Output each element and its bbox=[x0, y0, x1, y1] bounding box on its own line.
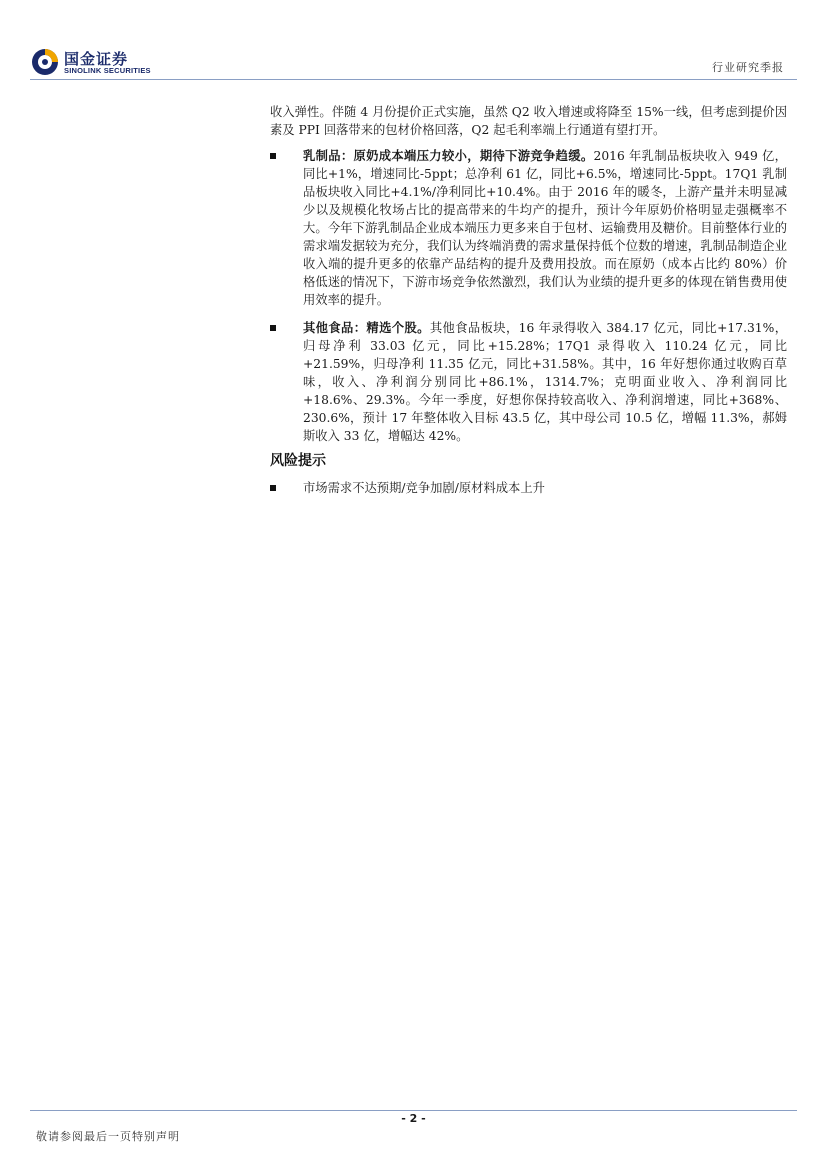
bullet-item-dairy bbox=[270, 147, 787, 309]
risk-section-title: 风险提示 bbox=[270, 453, 326, 469]
bullet-lead: 其他食品：精选个股。 bbox=[303, 320, 430, 335]
logo-chinese-name: 国金证券 bbox=[64, 50, 129, 68]
square-bullet-icon bbox=[270, 325, 276, 331]
header-divider bbox=[30, 79, 797, 80]
bullet-body: 2016 年乳制品板块收入 949 亿，同比+1%，增速同比-5ppt；总净利 61 亿，同比+6.5%，增速同比-5ppt。17Q1 乳制品板块收入同比+4.1%/净利同比+10.4%。由于 2016 年的暖冬，上游产量并未明显减少以及规模化牧场占比的提高带来的牛均产的提升，预计今年原奶价格明显走强概率不大。今年下游乳制品企业成本端压力更多来自于包材、运输费用及糖价。目前整体行业的需求端发据较为充分，我们认为终端消费的需求量保持低个位数的增速，乳制品制造企业收入端的提升更多的依靠产品结构的提升及费用投放。而在原奶（成本占比约 80%）价格低迷的情况下，下游市场竞争依然激烈，我们认为业绩的提升更多的体现在销售费用使用效率的提升。 bbox=[303, 149, 787, 307]
risk-text: 市场需求不达预期/竞争加剧/原材料成本上升 bbox=[303, 481, 545, 495]
company-logo bbox=[30, 47, 160, 77]
report-type-label: 行业研究季报 bbox=[712, 61, 784, 74]
sinolink-logo-icon bbox=[30, 47, 60, 77]
bullet-item-risk bbox=[270, 479, 787, 497]
intro-paragraph: 收入弹性。伴随 4 月份提价正式实施，虽然 Q2 收入增速或将降至 15%一线，但考虑到提价因素及 PPI 回落带来的包材价格回落，Q2 起毛利率端上行通道有望打开。 bbox=[270, 105, 787, 137]
main-content bbox=[270, 103, 787, 497]
bullet-body: 其他食品板块，16 年录得收入 384.17 亿元，同比+17.31%，归母净利 33.03 亿元，同比+15.28%；17Q1 录得收入 110.24 亿元，同比+21.59%，归母净利 11.35 亿元，同比+31.58%。其中，16 年好想你通过收购百草味，收入、净利润分别同比+86.1%，1314.7%；克明面业收入、净利润同比+18.6%、29.3%。今年一季度，好想你保持较高收入、净利润增速，同比+368%、230.6%，预计 17 年整体收入目标 43.5 亿，其中母公司 10.5 亿，增幅 11.3%，郝姆斯收入 33 亿，增幅达 42%。 bbox=[303, 321, 787, 443]
bullet-item-other-food bbox=[270, 319, 787, 445]
bullet-text bbox=[303, 147, 787, 309]
logo-english-name: SINOLINK SECURITIES bbox=[64, 66, 151, 75]
page-number: - 2 - bbox=[401, 1112, 426, 1125]
footer-divider bbox=[30, 1110, 797, 1111]
square-bullet-icon bbox=[270, 485, 276, 491]
square-bullet-icon bbox=[270, 153, 276, 159]
bullet-lead: 乳制品：原奶成本端压力较小，期待下游竞争趋缓。 bbox=[303, 148, 594, 163]
footer-disclaimer: 敬请参阅最后一页特别声明 bbox=[36, 1130, 180, 1143]
page-header bbox=[0, 0, 827, 80]
bullet-text bbox=[303, 319, 787, 445]
